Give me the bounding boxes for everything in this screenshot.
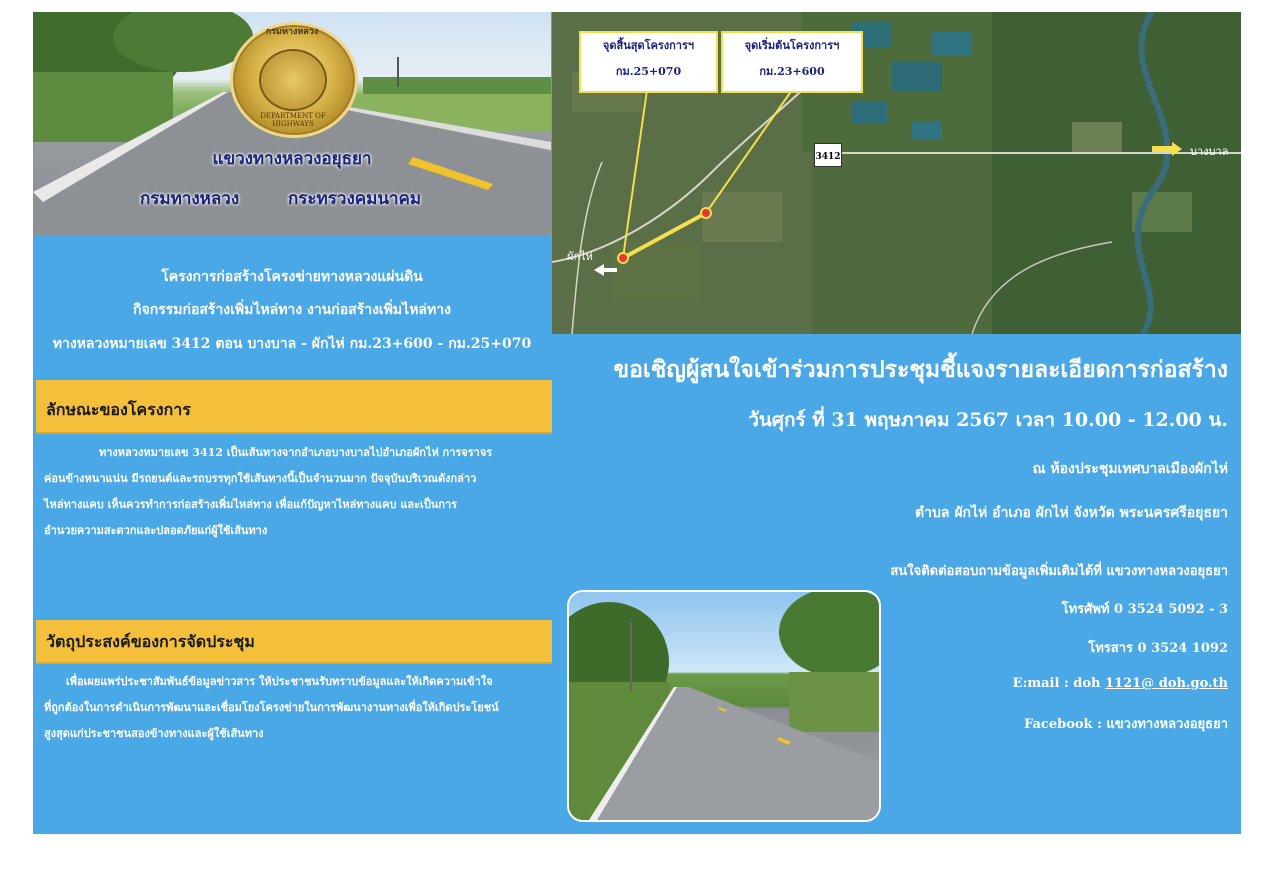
- road-photo-site: [567, 590, 881, 822]
- start-point-callout: [721, 31, 863, 93]
- meeting-address: ตำบล ผักไห่ อำเภอ ผักไห่ จังหวัด พระนครศรีอยุธยา: [915, 505, 1228, 521]
- features-line: ค่อนข้างหนาแน่น มีรถยนต์และรถบรรทุกใช้เส้นทางนี้เป็นจำนวนมาก ปัจจุบันบริเวณดังกล่าว: [44, 472, 477, 485]
- objective-line: สูงสุดแก่ประชาชนสองข้างทางและผู้ใช้เส้นทาง: [44, 727, 264, 740]
- objective-heading: วัตถุประสงค์ของการจัดประชุม: [46, 632, 255, 651]
- contact-facebook: Facebook : แขวงทางหลวงอยุธยา: [1023, 717, 1228, 732]
- features-line: ไหล่ทางแคบ เห็นควรทำการก่อสร้างเพิ่มไหล่ทาง เพื่อแก้ปัญหาไหล่ทางแคบ และเป็นการ: [44, 498, 458, 511]
- end-point-km: กม.25+070: [615, 65, 682, 78]
- project-line-3: ทางหลวงหมายเลข 3412 ตอน บางบาล - ผักไห่ กม.23+600 - กม.25+070: [52, 336, 532, 352]
- objective-heading-band: [36, 620, 552, 664]
- end-point-callout: [579, 31, 718, 93]
- features-heading: ลักษณะของโครงการ: [46, 400, 191, 419]
- contact-phone: โทรศัพท์ 0 3524 5092 - 3: [1061, 602, 1228, 617]
- start-point-label: จุดเริ่มต้นโครงการฯ: [744, 39, 840, 52]
- objective-paragraph: [44, 669, 544, 747]
- invitation-title: ขอเชิญผู้สนใจเข้าร่วมการประชุมชี้แจงรายละเอียดการก่อสร้าง: [613, 356, 1228, 383]
- seal-bottom-text: DEPARTMENT OF HIGHWAYS: [260, 112, 326, 128]
- objective-line: เพื่อเผยแพร่ประชาสัมพันธ์ข้อมูลข่าวสาร ให้ประชาชนรับทราบข้อมูลและให้เกิดความเข้าใจ: [66, 675, 493, 688]
- route-number-badge: 3412: [814, 143, 842, 167]
- contact-intro: สนใจติดต่อสอบถามข้อมูลเพิ่มเติมได้ที่ แขวงทางหลวงอยุธยา: [890, 564, 1228, 579]
- meeting-datetime: วันศุกร์ ที่ 31 พฤษภาคม 2567 เวลา 10.00 - 12.00 น.: [748, 409, 1228, 431]
- end-point-label: จุดสิ้นสุดโครงการฯ: [602, 39, 695, 52]
- project-line-1: โครงการก่อสร้างโครงข่ายทางหลวงแผ่นดิน: [161, 269, 423, 285]
- email-link[interactable]: 1121@ doh.go.th: [1105, 676, 1228, 691]
- east-town-label: บางบาล: [1190, 145, 1229, 158]
- seal-top-text: กรมทางหลวง: [265, 27, 319, 37]
- objective-line: ที่ถูกต้องในการดำเนินการพัฒนาและเชื่อมโยงโครงข่ายในการพัฒนางานทางเพื่อให้เกิดประโยชน์: [44, 701, 499, 714]
- project-line-2: กิจกรรมก่อสร้างเพิ่มไหล่ทาง งานก่อสร้างเพิ่มไหล่ทาง: [133, 302, 451, 318]
- ministry-name: กระทรวงคมนาคม: [288, 189, 422, 209]
- features-paragraph: [44, 440, 544, 544]
- email-label: E:mail : doh: [1012, 676, 1106, 691]
- west-town-label: ผักไห่: [567, 250, 593, 263]
- office-name: แขวงทางหลวงอยุธยา: [212, 149, 372, 169]
- contact-fax: โทรสาร 0 3524 1092: [1088, 641, 1228, 656]
- start-point-km: กม.23+600: [759, 65, 825, 78]
- meeting-venue: ณ ห้องประชุมเทศบาลเมืองผักไห่: [1032, 461, 1228, 477]
- features-heading-band: [36, 380, 552, 434]
- department-name: กรมทางหลวง: [140, 189, 240, 209]
- features-line: ทางหลวงหมายเลข 3412 เป็นเส้นทางจากอำเภอบางบาลไปอำเภอผักไห่ การจราจร: [99, 446, 493, 459]
- contact-email: [1013, 676, 1228, 691]
- features-line: อำนวยความสะดวกและปลอดภัยแก่ผู้ใช้เส้นทาง: [44, 524, 268, 537]
